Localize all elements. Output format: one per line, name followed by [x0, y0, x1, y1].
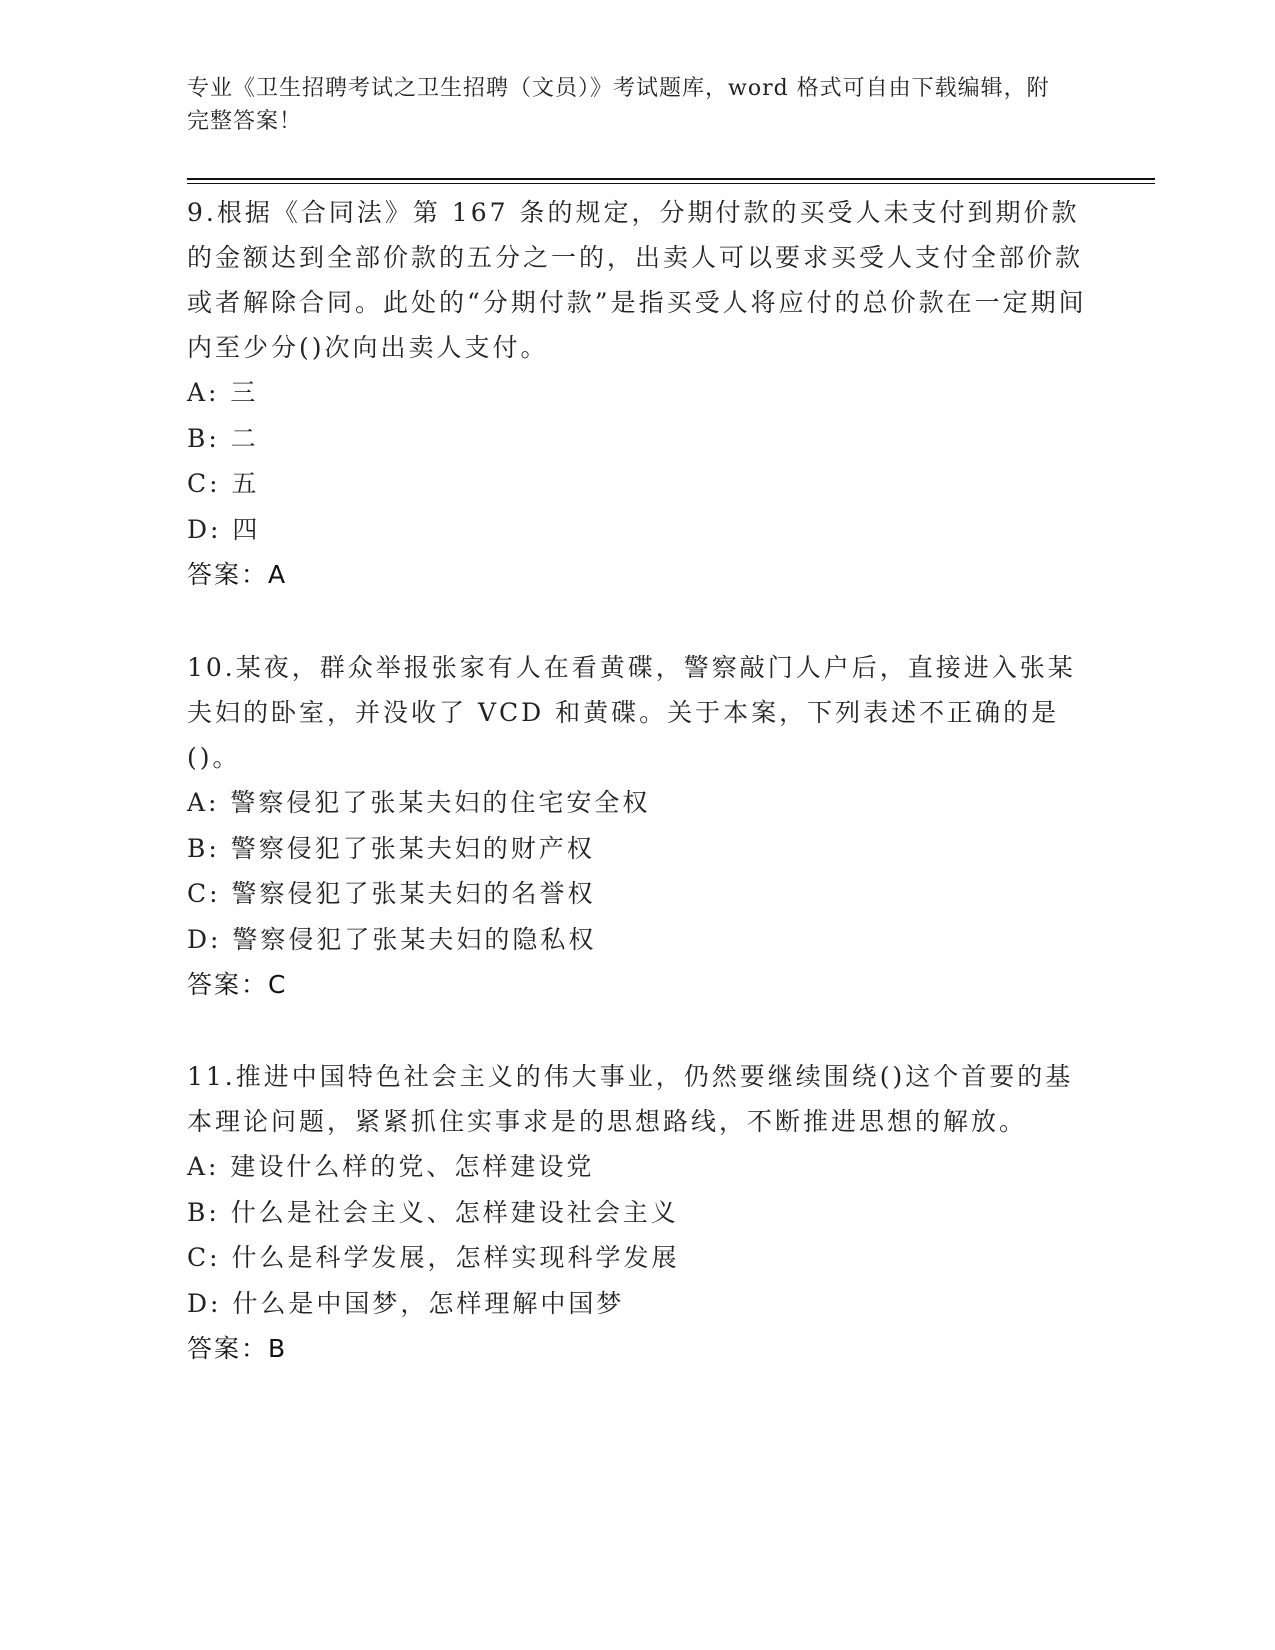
question-stem: 10.某夜，群众举报张家有人在看黄碟，警察敲门人户后，直接进入张某夫妇的卧室，并没收了 VCD 和黄碟。关于本案，下列表述不正确的是()。 [187, 653, 1076, 772]
option-b: B: 二 [187, 423, 259, 453]
question-10 [187, 645, 1087, 1007]
answer-line: 答案：C [187, 970, 288, 999]
header-note: 专业《卫生招聘考试之卫生招聘（文员）》考试题库，word 格式可自由下载编辑，附完整答案！ [187, 76, 1050, 134]
option-d: D: 四 [187, 514, 261, 544]
question-9 [187, 190, 1087, 597]
option-c: C: 警察侵犯了张某夫妇的名誉权 [187, 879, 596, 908]
option-d: D: 什么是中国梦，怎样理解中国梦 [187, 1288, 625, 1318]
option-d: D: 警察侵犯了张某夫妇的隐私权 [187, 924, 597, 954]
option-a: A: 建设什么样的党、怎样建设党 [187, 1152, 595, 1181]
option-b: B: 警察侵犯了张某夫妇的财产权 [187, 833, 595, 863]
answer-line: 答案：B [187, 1334, 288, 1363]
option-a: A: 警察侵犯了张某夫妇的住宅安全权 [187, 788, 651, 817]
option-b: B: 什么是社会主义、怎样建设社会主义 [187, 1197, 679, 1227]
option-a: A: 三 [187, 378, 259, 407]
header-divider-thick [187, 178, 1155, 180]
header-divider-thin [187, 183, 1155, 184]
question-stem: 9.根据《合同法》第 167 条的规定，分期付款的买受人未支付到期价款的金额达到全部价款的五分之一的，出卖人可以要求买受人支付全部价款或者解除合同。此处的“分期付款”是指买受人将应付的总价款在一定期间内至少分()次向出卖人支付。 [187, 198, 1087, 362]
question-stem: 11.推进中国特色社会主义的伟大事业，仍然要继续围绕()这个首要的基本理论问题，紧紧抓住实事求是的思想路线，不断推进思想的解放。 [187, 1062, 1074, 1136]
question-11 [187, 1054, 1087, 1371]
option-c: C: 五 [187, 469, 260, 498]
option-c: C: 什么是科学发展，怎样实现科学发展 [187, 1243, 680, 1272]
answer-line: 答案：A [187, 560, 288, 589]
